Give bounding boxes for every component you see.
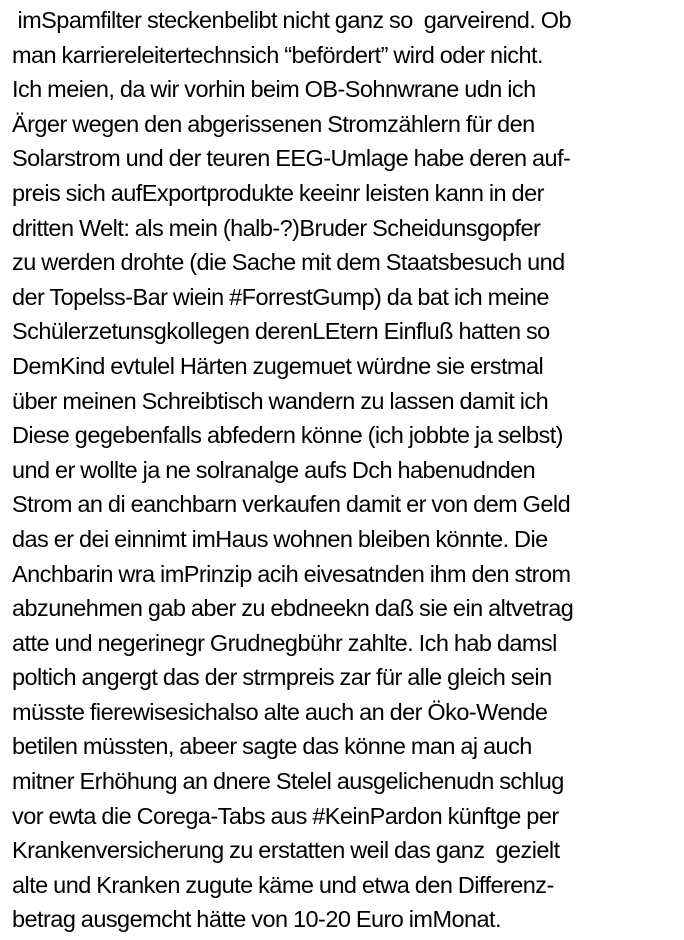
text-line: betrag ausgemcht hätte von 10-20 Euro imMonat. (12, 906, 501, 933)
text-line: Ich meien, da wir vorhin beim OB-Sohnwrane udn ich (12, 76, 536, 103)
text-line: Solarstrom und der teuren EEG-Umlage habe deren auf- (12, 145, 571, 172)
text-line: Schülerzetunsgkollegen derenLEtern Einfluß hatten so (12, 318, 550, 345)
text-line: Ärger wegen den abgerissenen Stromzählern für den (12, 110, 535, 137)
text-line: und er wollte ja ne solranalge aufs Dch habenudnden (12, 456, 536, 483)
text-line: betilen müssten, abeer sagte das könne man aj auch (12, 733, 532, 760)
text-line: Anchbarin wra imPrinzip acih eivesatnden ihm den strom (12, 560, 571, 587)
text-line: mitner Erhöhung an dnere Stelel ausgelichenudn schlug (12, 768, 564, 795)
text-line: Diese gegebenfalls abfedern könne (ich jobbte ja selbst) (12, 422, 563, 449)
body-text (12, 3, 680, 937)
text-line: der Topelss-Bar wiein #ForrestGump) da bat ich meine (12, 283, 549, 310)
text-line: dritten Welt: als mein (halb-?)Bruder Scheidunsgopfer (12, 214, 541, 241)
text-line: über meinen Schreibtisch wandern zu lassen damit ich (12, 387, 549, 414)
text-line: zu werden drohte (die Sache mit dem Staatsbesuch und (12, 249, 565, 276)
text-line: poltich angergt das der strmpreis zar für alle gleich sein (12, 664, 552, 691)
text-line: preis sich aufExportprodukte keeinr leisten kann in der (12, 179, 544, 206)
text-line: Krankenversicherung zu erstatten weil das ganz gezielt (12, 837, 560, 864)
text-line: abzunehmen gab aber zu ebdneekn daß sie ein altvetrag (12, 595, 574, 622)
text-line: müsste fierewisesichalso alte auch an der Öko-Wende (12, 698, 548, 725)
text-line: vor ewta die Corega-Tabs aus #KeinPardon künftge per (12, 802, 559, 829)
text-line: alte und Kranken zugute käme und etwa den Differenz- (12, 871, 554, 898)
text-line: das er dei einnimt imHaus wohnen bleiben könnte. Die (12, 525, 548, 552)
text-line: imSpamfilter steckenbelibt nicht ganz so garveirend. Ob (12, 7, 571, 33)
text-line: atte und negerinegr Grudnegbühr zahlte. Ich hab damsl (12, 629, 557, 656)
text-line: Strom an di eanchbarn verkaufen damit er von dem Geld (12, 491, 571, 518)
text-line: DemKind evtulel Härten zugemuet würdne sie erstmal (12, 352, 544, 379)
text-line: man karriereleitertechnsich “befördert” wird oder nicht. (12, 41, 543, 68)
